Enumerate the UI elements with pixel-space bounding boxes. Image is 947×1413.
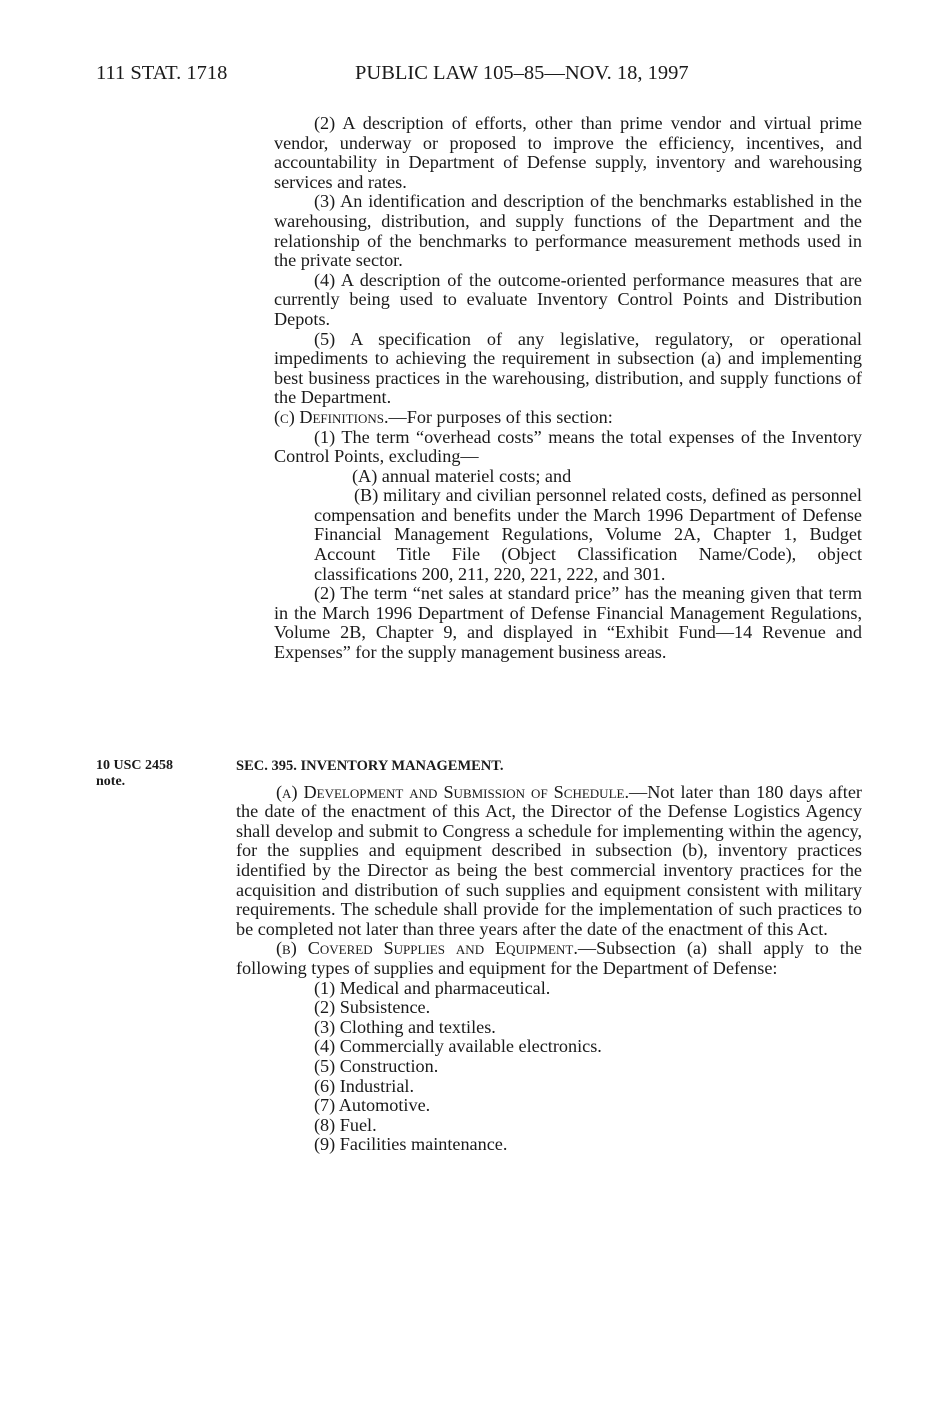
margin-citation-line2: note. — [96, 774, 126, 789]
list-item: (4) Commercially available electronics. — [314, 1036, 602, 1057]
definition-net-sales: (2) The term “net sales at standard price” has the meaning given that term in the March 1996 Department of Defense Financial Management Regulations, Volume 2B, Chapter 9, and displayed in “Exhibit Fund—14 Revenue and Expenses” for the supply management business areas. — [274, 583, 862, 663]
definitions-label: (c) Definitions. — [274, 406, 389, 427]
section-395-block — [236, 757, 862, 1155]
list-item: (5) Construction. — [314, 1055, 439, 1076]
definitions-heading — [274, 408, 862, 428]
definition-item-a: (A) annual materiel costs; and — [352, 465, 572, 486]
continued-text-block — [274, 114, 862, 663]
statute-citation: 111 STAT. 1718 — [96, 62, 228, 84]
definitions-intro: —For purposes of this section: — [388, 406, 613, 427]
list-item: (2) Subsistence. — [314, 997, 431, 1018]
margin-citation — [96, 758, 173, 790]
list-item: (7) Automotive. — [314, 1095, 431, 1116]
paragraph-b5: (5) A specification of any legislative, regulatory, or operational impediments to achieving the requirement in subsection (a) and implementing best business practices in the warehousing, distribution, and supply functions of the Department. — [274, 328, 862, 408]
covered-items-list — [236, 979, 862, 1155]
law-title: PUBLIC LAW 105–85—NOV. 18, 1997 — [355, 62, 689, 84]
list-item: (6) Industrial. — [314, 1075, 415, 1096]
subsection-a-label: (a) Development and Submission of Schedule. — [276, 781, 629, 802]
subsection-b-label: (b) Covered Supplies and Equipment. — [276, 938, 578, 959]
section-heading: SEC. 395. INVENTORY MANAGEMENT. — [236, 758, 504, 774]
list-item: (9) Facilities maintenance. — [314, 1134, 508, 1155]
paragraph-b4: (4) A description of the outcome-oriented performance measures that are currently being used to evaluate Inventory Control Points and Distribution Depots. — [274, 269, 862, 329]
margin-citation-line1: 10 USC 2458 — [96, 758, 174, 773]
subsection-a — [236, 783, 862, 940]
definition-item-b: (B) military and civilian personnel related costs, defined as personnel compensation and benefits under the March 1996 Department of Defense Financial Management Regulations, Volume 2A, Chapter 1, Budget Account Title File (Object Classification Name/Code), object classifications 200, 211, 220, 221, 222, and 301. — [314, 485, 862, 584]
paragraph-b3: (3) An identification and description of the benchmarks established in the warehousing, distribution, and supply functions of the Department and the relationship of the benchmarks to performance measurement methods used in the private sector. — [274, 191, 862, 271]
subsection-b-text: —Subsection (a) shall apply to the following types of supplies and equipment for the Department of Defense: — [236, 938, 862, 978]
list-item: (3) Clothing and textiles. — [314, 1016, 496, 1037]
subsection-b — [236, 939, 862, 978]
list-item: (1) Medical and pharmaceutical. — [314, 977, 551, 998]
definition-overhead-costs: (1) The term “overhead costs” means the total expenses of the Inventory Control Points, excluding— — [274, 426, 862, 467]
list-item: (8) Fuel. — [314, 1114, 377, 1135]
subsection-a-text: —Not later than 180 days after the date of the enactment of this Act, the Director of the Defense Logistics Agency shall develop and submit to Congress a schedule for implementing within the agency, for the supplies and equipment described in subsection (b), inventory practices identified by the Director as being the best commercial inventory practices for the acquisition and distribution of such supplies and equipment consistent with military requirements. The schedule shall provide for the implementation of such practices to be completed not later than three years after the date of the enactment of this Act. — [236, 781, 862, 939]
paragraph-b2: (2) A description of efforts, other than prime vendor and virtual prime vendor, underway or proposed to improve the efficiency, incentives, and accountability in Department of Defense supply, inventory and warehousing services and rates. — [274, 113, 862, 192]
